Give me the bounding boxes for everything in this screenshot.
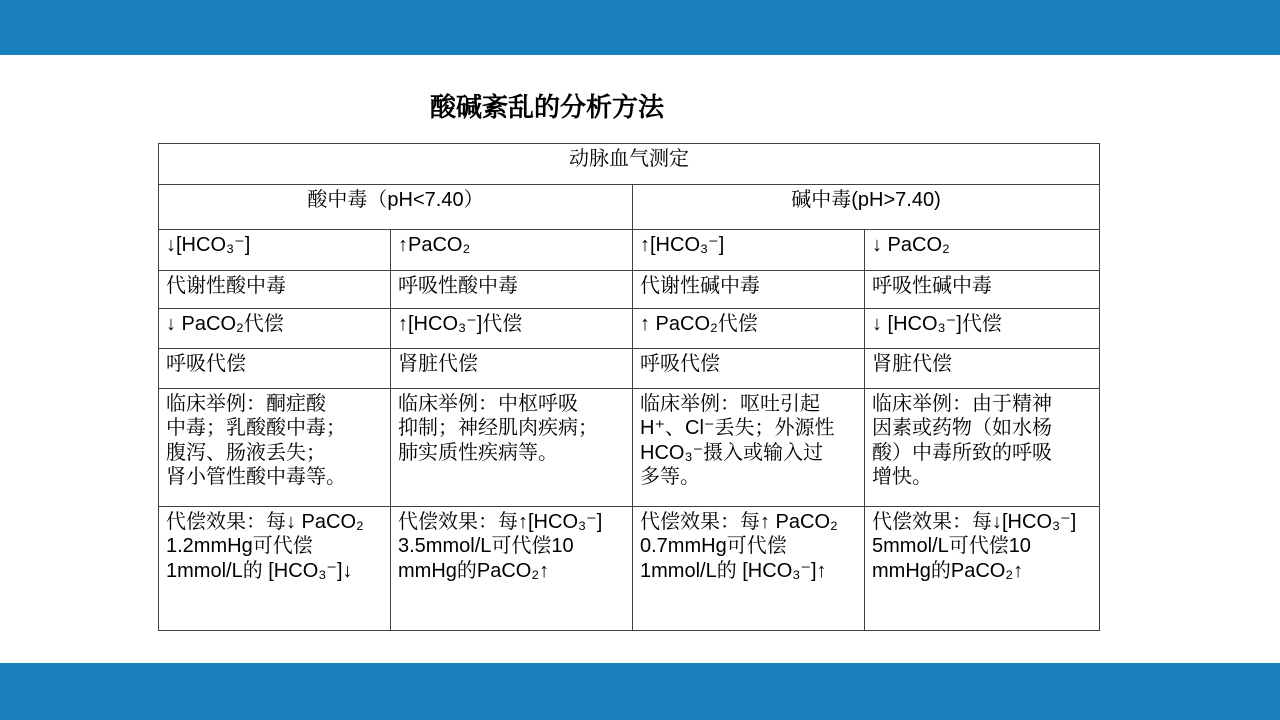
compensation-change-metabolic-acidosis: ↓ PaCO₂代偿	[159, 309, 391, 349]
clinical-example-line: 肾小管性酸中毒等。	[166, 466, 346, 489]
primary-change-metabolic-acidosis: ↓[HCO₃⁻]	[159, 230, 391, 271]
compensation-effect-line: 0.7mmHg可代偿	[640, 535, 787, 558]
primary-change-respiratory-acidosis: ↑PaCO₂	[391, 230, 633, 271]
clinical-example-line: 多等。	[640, 466, 700, 489]
compensation-change-respiratory-alkalosis: ↓ [HCO₃⁻]代偿	[865, 309, 1100, 349]
primary-change-respiratory-alkalosis: ↓ PaCO₂	[865, 230, 1100, 271]
clinical-example-line: HCO₃⁻摄入或输入过	[640, 441, 824, 464]
clinical-example-line: 临床举例：由于精神	[872, 393, 1052, 415]
clinical-example-line: 因素或药物（如水杨	[872, 417, 1052, 440]
compensation-effect-line: 1mmol/L的 [HCO₃⁻]↑	[640, 559, 827, 582]
clinical-example-line: 增快。	[872, 466, 932, 489]
clinical-example-line: 肺实质性疾病等。	[398, 441, 558, 464]
disorder-type-metabolic-alkalosis: 代谢性碱中毒	[633, 271, 865, 309]
compensation-effect-line: 代偿效果：每↓ PaCO₂	[166, 511, 364, 533]
blood-gas-header: 动脉血气测定	[159, 144, 1100, 185]
compensation-organ-metabolic-alkalosis: 呼吸代偿	[633, 349, 865, 389]
disorder-type-respiratory-acidosis: 呼吸性酸中毒	[391, 271, 633, 309]
bottom-banner	[0, 663, 1280, 720]
compensation-organ-metabolic-acidosis: 呼吸代偿	[159, 349, 391, 389]
clinical-example-line: 腹泻、肠液丢失；	[166, 441, 326, 464]
clinical-examples-respiratory-acidosis	[391, 389, 633, 507]
clinical-examples-metabolic-acidosis	[159, 389, 391, 507]
compensation-effect-metabolic-acidosis	[159, 507, 391, 631]
compensation-effect-line: 代偿效果：每↓[HCO₃⁻]	[872, 511, 1077, 533]
clinical-examples-metabolic-alkalosis	[633, 389, 865, 507]
compensation-effect-line: 代偿效果：每↑ PaCO₂	[640, 511, 838, 533]
compensation-effect-metabolic-alkalosis	[633, 507, 865, 631]
ph-group-row	[159, 185, 1100, 230]
clinical-example-line: 临床举例：中枢呼吸	[398, 393, 578, 415]
compensation-organ-row	[159, 349, 1100, 389]
top-banner	[0, 0, 1280, 55]
compensation-organ-respiratory-acidosis: 肾脏代偿	[391, 349, 633, 389]
compensation-effect-line: 1mmol/L的 [HCO₃⁻]↓	[166, 559, 353, 582]
clinical-example-line: 中毒；乳酸酸中毒；	[166, 417, 346, 440]
clinical-examples-row	[159, 389, 1100, 507]
compensation-effect-line: 3.5mmol/L可代偿10	[398, 535, 574, 558]
clinical-example-line: 抑制；神经肌肉疾病；	[398, 417, 598, 440]
compensation-change-metabolic-alkalosis: ↑ PaCO₂代偿	[633, 309, 865, 349]
compensation-effect-row	[159, 507, 1100, 631]
clinical-example-line: 酸）中毒所致的呼吸	[872, 441, 1052, 464]
clinical-example-line: 临床举例：酮症酸	[166, 393, 326, 415]
compensation-effect-respiratory-acidosis	[391, 507, 633, 631]
compensation-change-respiratory-acidosis: ↑[HCO₃⁻]代偿	[391, 309, 633, 349]
blood-gas-header-row	[159, 144, 1100, 185]
clinical-example-line: 临床举例：呕吐引起	[640, 393, 820, 415]
compensation-effect-line: mmHg的PaCO₂↑	[872, 559, 1024, 582]
disorder-type-row	[159, 271, 1100, 309]
acidosis-header: 酸中毒（pH<7.40）	[159, 185, 633, 230]
clinical-example-line: H⁺、Cl⁻丢失；外源性	[640, 417, 835, 440]
acid-base-analysis-table	[158, 143, 1100, 631]
compensation-organ-respiratory-alkalosis: 肾脏代偿	[865, 349, 1100, 389]
slide-title: 酸碱紊乱的分析方法	[430, 92, 665, 122]
disorder-type-respiratory-alkalosis: 呼吸性碱中毒	[865, 271, 1100, 309]
compensation-effect-line: mmHg的PaCO₂↑	[398, 559, 550, 582]
compensation-effect-line: 代偿效果：每↑[HCO₃⁻]	[398, 511, 603, 533]
disorder-type-metabolic-acidosis: 代谢性酸中毒	[159, 271, 391, 309]
compensation-change-row	[159, 309, 1100, 349]
compensation-effect-line: 1.2mmHg可代偿	[166, 535, 313, 558]
primary-change-metabolic-alkalosis: ↑[HCO₃⁻]	[633, 230, 865, 271]
clinical-examples-respiratory-alkalosis	[865, 389, 1100, 507]
compensation-effect-line: 5mmol/L可代偿10	[872, 535, 1031, 558]
primary-change-row	[159, 230, 1100, 271]
compensation-effect-respiratory-alkalosis	[865, 507, 1100, 631]
alkalosis-header: 碱中毒(pH>7.40)	[633, 185, 1100, 230]
